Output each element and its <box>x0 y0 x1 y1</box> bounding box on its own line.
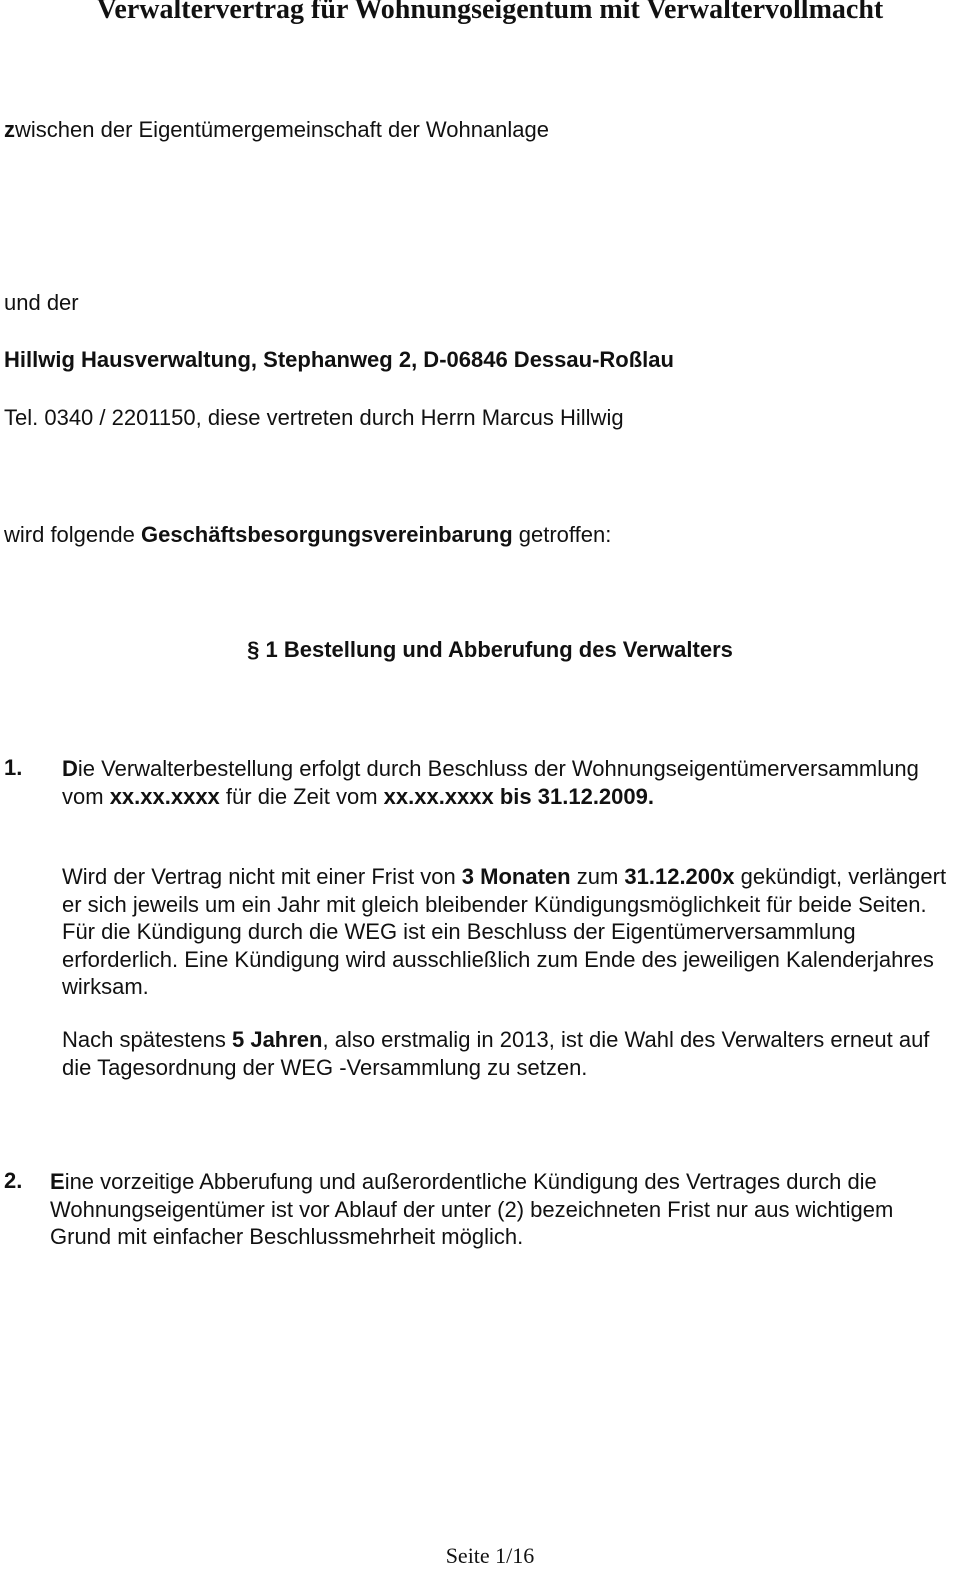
item-1-paragraph-3 <box>62 1026 960 1081</box>
phone-line: Tel. 0340 / 2201150, diese vertreten durch Herrn Marcus Hillwig <box>4 405 624 430</box>
item-1-paragraph-1 <box>62 755 960 810</box>
item-1-p3-text-1: Nach spätestens <box>62 1027 232 1052</box>
item-1-p1-bold-1: xx.xx.xxxx <box>109 783 220 809</box>
und-der-line: und der <box>4 290 79 315</box>
item-2-number: 2. <box>4 1168 23 1193</box>
item-2-initial: E <box>50 1169 65 1194</box>
item-2-text: ine vorzeitige Abberufung und außerordentliche Kündigung des Vertrages durch die Wohnungseigentümer ist vor Ablauf der unter (2) bezeichneten Frist nur aus wichtigem Grund mit einfacher Beschlussmehrheit möglich. <box>50 1169 894 1249</box>
page-footer: Seite 1/16 <box>445 1543 535 1568</box>
item-1-p3-bold-1: 5 Jahren <box>231 1027 323 1052</box>
item-1-p1-text-2: für die Zeit vom <box>219 783 384 809</box>
item-1-p1-bold-2: xx.xx.xxxx bis 31.12.2009. <box>383 783 654 809</box>
item-1-p1-text-1: ie Verwalterbestellung erfolgt durch Beschluss der Wohnungseigentümerversammlung vom <box>62 756 919 809</box>
item-1-paragraph-2 <box>62 863 960 1001</box>
paragraph-symbol: § <box>247 637 260 662</box>
intro-text: wischen der Eigentümergemeinschaft der Wohnanlage <box>15 117 550 142</box>
item-1-p2-bold-1: 3 Monaten <box>461 864 571 889</box>
item-1-number: 1. <box>4 755 23 780</box>
item-1-p2-text-1: Wird der Vertrag nicht mit einer Frist von <box>62 864 462 889</box>
item-1-p2-text-3: gekündigt, verlängert er sich jeweils um ein Jahr mit gleich bleibender Kündigungsmöglichkeit für beide Seiten. Für die Kündigung durch die WEG ist ein Beschluss der Eigentümerversammlung erforderlich. Eine Kündigung wird ausschließlich zum Ende des jeweiligen Kalenderjahres wirksam. <box>62 864 947 999</box>
agreement-post: getroffen: <box>512 522 612 547</box>
agreement-line <box>4 522 611 548</box>
item-1-p3-text-2: , also erstmalig in 2013, ist die Wahl des Verwalters erneut auf die Tagesordnung der WEG -Versammlung zu setzen. <box>62 1027 930 1080</box>
agreement-pre: wird folgende <box>4 522 141 547</box>
item-1-p2-text-2: zum <box>570 864 625 889</box>
company-line: Hillwig Hausverwaltung, Stephanweg 2, D-06846 Dessau-Roßlau <box>4 347 674 372</box>
agreement-bold: Geschäftsbesorgungsvereinbarung <box>140 522 513 547</box>
item-1-initial: D <box>62 756 78 781</box>
intro-initial: z <box>4 117 15 142</box>
parties-intro <box>4 117 549 143</box>
section-heading <box>0 637 960 663</box>
item-2-paragraph <box>50 1168 960 1251</box>
section-title: 1 Bestellung und Abberufung des Verwalters <box>259 637 733 662</box>
item-1-p2-bold-2: 31.12.200x <box>624 864 735 889</box>
document-title: Verwaltervertrag für Wohnungseigentum mit Verwaltervollmacht <box>96 0 884 25</box>
